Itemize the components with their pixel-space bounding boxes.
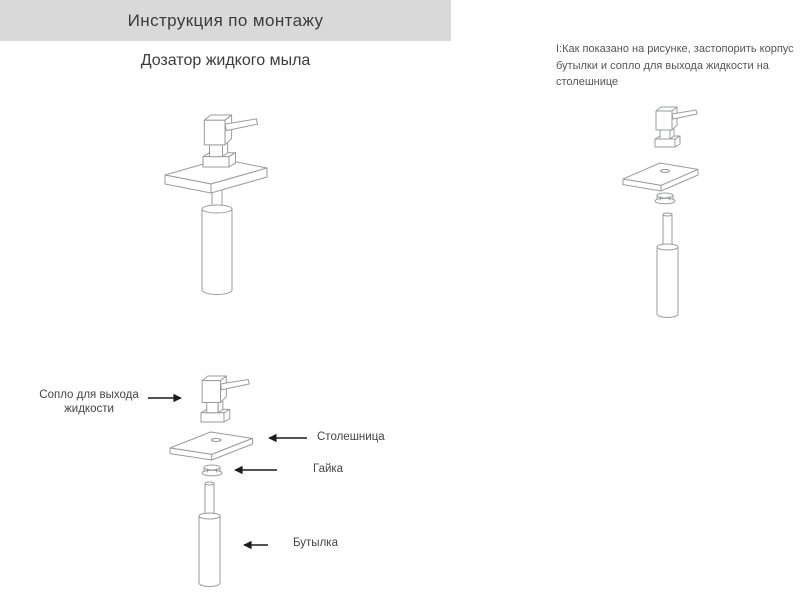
figure-assembled-dispenser [155, 103, 335, 303]
flange-nut-drawing [655, 193, 675, 204]
figure-exploded-view [610, 103, 730, 323]
pump-head-drawing [655, 107, 697, 147]
page-title: Инструкция по монтажу [127, 10, 324, 30]
label-nut: Гайка [313, 463, 344, 475]
label-nozzle [34, 389, 144, 416]
countertop-plate-drawing [623, 163, 698, 191]
label-nozzle-line2: жидкости [64, 402, 114, 415]
bottle-drawing [199, 482, 220, 587]
label-bottle: Бутылка [293, 537, 338, 549]
instruction-line: I:Как показано на рисунке, застопорить корпус [556, 43, 794, 55]
figure-labeled-exploded-view [30, 370, 390, 592]
pump-head-drawing [203, 115, 258, 167]
label-nozzle-line1: Сопло для выхода [39, 389, 139, 401]
instruction-step-text [556, 41, 800, 91]
flange-nut-drawing [202, 465, 222, 476]
countertop-plate-drawing [170, 432, 253, 460]
page-subtitle: Дозатор жидкого мыла [140, 52, 311, 69]
label-countertop: Столешница [317, 431, 385, 443]
pump-head-drawing [201, 376, 249, 422]
bottle-drawing [657, 213, 678, 318]
header-bar [0, 0, 451, 41]
instruction-line: бутылки и сопло для выхода жидкости на [556, 59, 769, 72]
instruction-line: столешнице [556, 76, 619, 88]
